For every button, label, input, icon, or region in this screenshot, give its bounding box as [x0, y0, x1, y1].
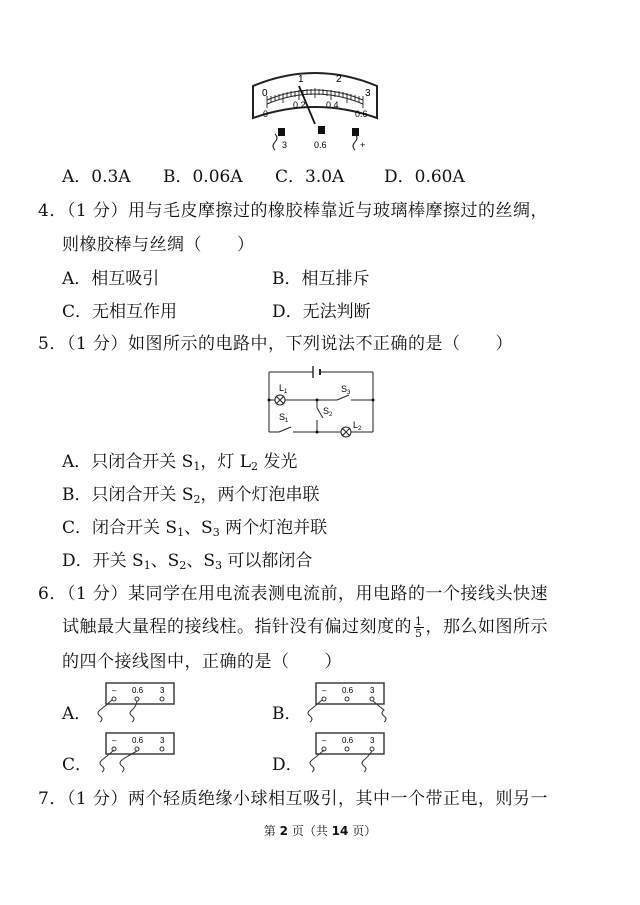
svg-text:0.6: 0.6: [342, 736, 354, 745]
svg-text:–: –: [112, 686, 117, 695]
svg-text:3: 3: [160, 686, 165, 695]
q4-option-d: D．无法判断: [272, 302, 371, 322]
q5-option-a: A．只闭合开关 $S_1$，灯 $L_2$ 发光: [62, 452, 298, 473]
q5-option-b: B．只闭合开关 $S_2$，两个灯泡串联: [62, 485, 320, 506]
q3-option-a: A．0.3A: [62, 167, 131, 187]
label-l2: $L_2$: [353, 420, 362, 432]
svg-text:–: –: [112, 736, 117, 745]
upper-scale-1: 1: [298, 74, 304, 85]
circuit-diagram: [265, 362, 380, 442]
lower-scale-1: 0.2: [293, 100, 306, 110]
q5-option-d: D．开关 $S_1$、$S_2$、$S_3$ 可以都闭合: [62, 551, 313, 572]
lower-scale-2: 0.4: [326, 100, 339, 110]
q6-stem-line3: 的四个接线图中，正确的是（ ）: [62, 652, 342, 672]
q3-option-c: C．3.0A: [275, 167, 345, 187]
terminal-label-06: 0.6: [314, 140, 327, 150]
q6-stem-line1: 6．（1 分）某同学在用电流表测电流前，用电路的一个接线头快速: [38, 584, 549, 604]
q3-option-b: B．0.06A: [163, 167, 243, 187]
svg-text:0.6: 0.6: [342, 686, 354, 695]
upper-scale-3: 3: [365, 88, 371, 99]
ammeter-figure: [245, 66, 385, 161]
q6-option-b-figure: [306, 682, 392, 726]
q4-option-b: B．相互排斥: [272, 269, 370, 289]
label-s1: $S_1$: [279, 412, 289, 424]
svg-text:3: 3: [370, 686, 375, 695]
terminal-label-3: 3: [282, 140, 288, 150]
svg-text:3: 3: [160, 736, 165, 745]
q4-stem-line2: 则橡胶棒与丝绸（ ）: [62, 235, 255, 255]
label-s2: $S_2$: [323, 406, 333, 418]
svg-text:3: 3: [370, 736, 375, 745]
lower-scale-3: 0.6: [355, 109, 368, 119]
q4-option-c: C．无相互作用: [62, 302, 178, 322]
page-footer: 第 2 页（共 14 页）: [263, 824, 377, 838]
q6-option-a-figure: [96, 682, 176, 726]
svg-text:0.6: 0.6: [132, 686, 144, 695]
upper-scale-2: 2: [336, 74, 342, 85]
svg-text:–: –: [322, 686, 327, 695]
q5-stem: 5．（1 分）如图所示的电路中，下列说法不正确的是（ ）: [38, 334, 514, 354]
q6-option-d: D．: [272, 755, 303, 775]
q6-option-c-figure: [96, 732, 176, 776]
upper-scale-0: 0: [262, 88, 268, 99]
svg-text:0.6: 0.6: [132, 736, 144, 745]
svg-text:–: –: [322, 736, 327, 745]
q4-stem-line1: 4．（1 分）用与毛皮摩擦过的橡胶棒靠近与玻璃棒摩擦过的丝绸，: [38, 201, 549, 221]
label-s3: $S_3$: [341, 384, 351, 396]
q7-stem-line1: 7．（1 分）两个轻质绝缘小球相互吸引，其中一个带正电，则另一: [38, 789, 549, 809]
fraction-one-fifth: $\frac{1}{5}$: [415, 615, 423, 640]
q3-option-d: D．0.60A: [384, 167, 465, 187]
q6-stem-line2: 试触最大量程的接线柱。指针没有偏过刻度的 $\frac{1}{5}$ ，那么如图所示: [62, 615, 548, 640]
q4-option-a: A．相互吸引: [62, 269, 160, 289]
terminal-label-plus: +: [360, 140, 366, 150]
q6-option-b: B．: [272, 704, 302, 724]
lower-scale-0: 0: [263, 109, 269, 119]
q6-option-c: C．: [62, 755, 93, 775]
q6-option-d-figure: [306, 732, 392, 776]
label-l1: $L_1$: [279, 383, 288, 395]
q5-option-c: C．闭合开关 $S_1$、$S_3$ 两个灯泡并联: [62, 518, 328, 539]
q6-option-a: A．: [62, 704, 92, 724]
